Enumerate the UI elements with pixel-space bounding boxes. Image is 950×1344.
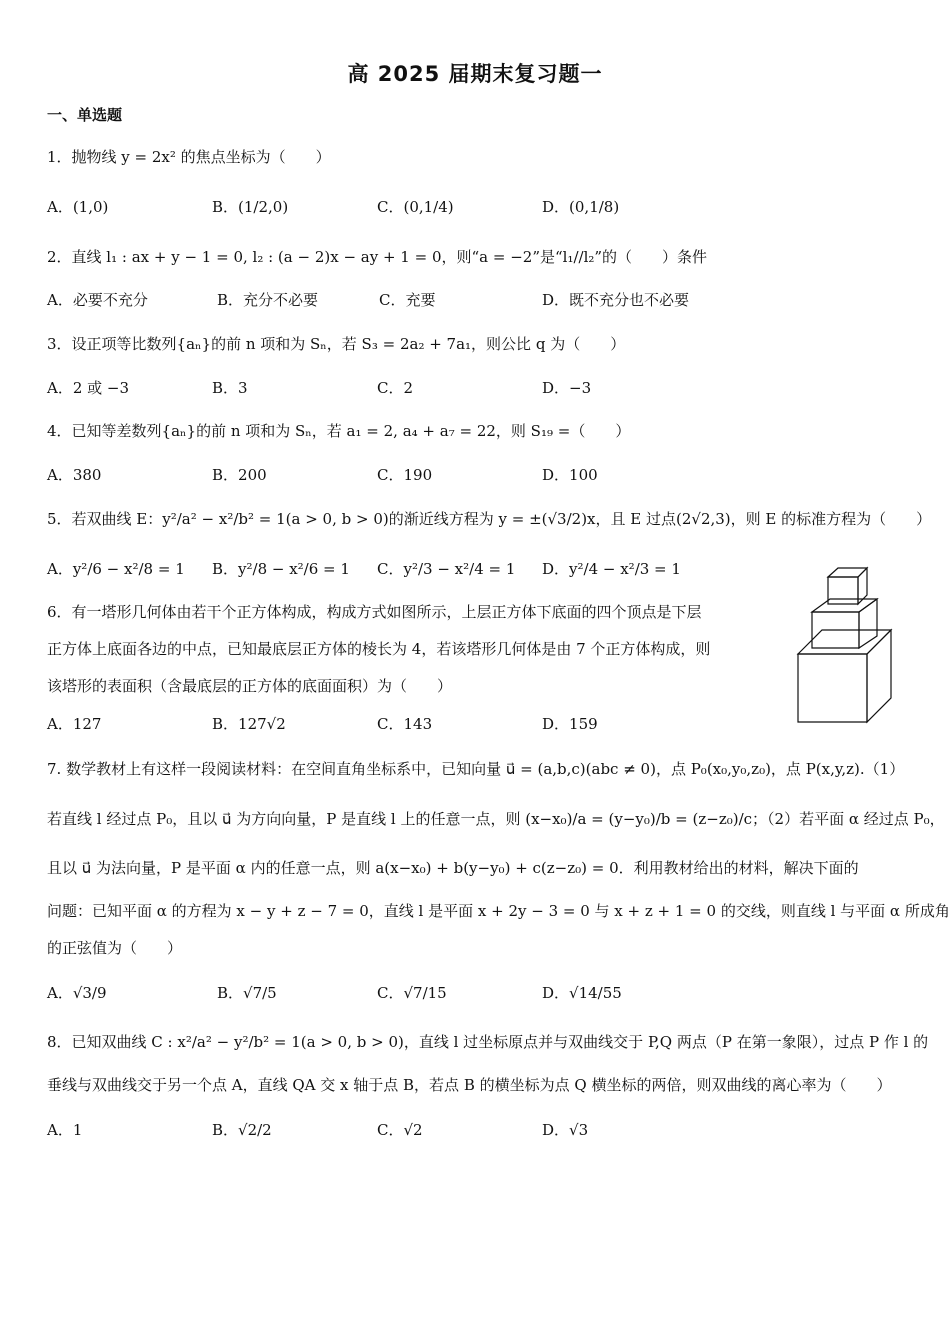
option-b: B．127√2 [212, 715, 286, 733]
question-1-options [47, 196, 927, 236]
option-d: D．√14/55 [542, 984, 622, 1002]
option-d: D．100 [542, 466, 598, 484]
page-title: 高 2025 届期末复习题一 [347, 62, 603, 86]
option-c: C．190 [377, 466, 433, 484]
option-b: B．充分不必要 [217, 291, 319, 309]
option-c: C．2 [377, 379, 414, 397]
question-5-stem: 5．若双曲线 E：y²/a² − x²/b² = 1(a > 0, b > 0)的渐近线方程为 y = ±(√3/2)x，且 E 过点(2√2,3)，则 E 的标准方程为（ ） [47, 510, 932, 528]
question-3-options [47, 377, 927, 417]
option-a: A．必要不充分 [47, 291, 148, 309]
option-c: C．充要 [379, 291, 436, 309]
option-c: C．√2 [377, 1121, 423, 1139]
question-4-options [47, 464, 927, 504]
option-d: D．−3 [542, 379, 592, 397]
option-d: D．(0,1/8) [542, 198, 620, 216]
top-cube-top [828, 568, 867, 577]
option-d: D．既不充分也不必要 [542, 291, 690, 309]
option-b: B．y²/8 − x²/6 = 1 [212, 560, 350, 578]
option-a: A．2 或 −3 [47, 379, 130, 397]
question-7-stem-line-2: 若直线 l 经过点 P₀，且以 u⃗ 为方向向量，P 是直线 l 上的任意一点，则 (x−x₀)/a = (y−y₀)/b = (z−z₀)/c；（2）若平面 α 经过点 P₀， [47, 810, 945, 828]
option-b: B．√2/2 [212, 1121, 272, 1139]
question-8-options [47, 1119, 927, 1159]
option-c: C．(0,1/4) [377, 198, 454, 216]
option-c: C．143 [377, 715, 433, 733]
section-heading: 一、单选题 [47, 106, 123, 124]
option-d: D．y²/4 − x²/3 = 1 [542, 560, 681, 578]
option-b: B．√7/5 [217, 984, 277, 1002]
option-a: A．y²/6 − x²/8 = 1 [47, 560, 185, 578]
question-7-stem-line-1: 7. 数学教材上有这样一段阅读材料：在空间直角坐标系中，已知向量 u⃗ = (a,b,c)(abc ≠ 0)，点 P₀(x₀,y₀,z₀)，点 P(x,y,z).（1） [47, 760, 905, 778]
question-7-stem-line-4: 问题：已知平面 α 的方程为 x − y + z − 7 = 0，直线 l 是平面 x + 2y − 3 = 0 与 x + z + 1 = 0 的交线，则直线 l 与平面 α 所成角 [47, 902, 950, 920]
option-c: C．√7/15 [377, 984, 447, 1002]
option-c: C．y²/3 − x²/4 = 1 [377, 560, 516, 578]
option-d: D．√3 [542, 1121, 589, 1139]
bottom-cube-side [867, 630, 891, 722]
question-3-stem: 3．设正项等比数列{aₙ}的前 n 项和为 Sₙ，若 S₃ = 2a₂ + 7a₁，则公比 q 为（ ） [47, 335, 626, 353]
question-2-options [47, 289, 927, 329]
option-a: A．√3/9 [47, 984, 107, 1002]
question-7-stem-line-3: 且以 u⃗ 为法向量，P 是平面 α 内的任意一点，则 a(x−x₀) + b(y−y₀) + c(z−z₀) = 0．利用教材给出的材料，解决下面的 [47, 859, 859, 877]
option-a: A．380 [47, 466, 102, 484]
tower-cubes-figure [792, 564, 902, 726]
question-7-stem-line-5: 的正弦值为（ ） [47, 939, 183, 957]
option-d: D．159 [542, 715, 598, 733]
question-6-stem-line-1: 6．有一塔形几何体由若干个正方体构成，构成方式如图所示，上层正方体下底面的四个顶点是下层 [47, 603, 702, 621]
bottom-cube-front [798, 654, 867, 722]
top-cube-front [828, 577, 858, 604]
question-8-stem-line-2: 垂线与双曲线交于另一个点 A，直线 QA 交 x 轴于点 B，若点 B 的横坐标为点 Q 横坐标的两倍，则双曲线的离心率为（ ） [47, 1076, 892, 1094]
question-8-stem-line-1: 8．已知双曲线 C : x²/a² − y²/b² = 1(a > 0, b > 0)，直线 l 过坐标原点并与双曲线交于 P,Q 两点（P 在第一象限），过点 P 作 l 的 [47, 1033, 929, 1051]
question-6-stem-line-3: 该塔形的表面积（含最底层的正方体的底面面积）为（ ） [47, 677, 453, 695]
option-a: A．(1,0) [47, 198, 109, 216]
option-a: A．127 [47, 715, 102, 733]
question-6-stem-line-2: 正方体上底面各边的中点，已知最底层正方体的棱长为 4，若该塔形几何体是由 7 个正方体构成，则 [47, 640, 711, 658]
option-a: A．1 [47, 1121, 83, 1139]
option-b: B．3 [212, 379, 248, 397]
question-7-options [47, 982, 927, 1022]
option-b: B．(1/2,0) [212, 198, 289, 216]
middle-cube-side [859, 599, 877, 648]
question-1-stem: 1．抛物线 y = 2x² 的焦点坐标为（ ） [47, 148, 331, 166]
option-b: B．200 [212, 466, 267, 484]
question-2-stem: 2．直线 l₁ : ax + y − 1 = 0, l₂ : (a − 2)x − ay + 1 = 0，则“a = −2”是“l₁//l₂”的（ ）条件 [47, 248, 708, 266]
question-4-stem: 4．已知等差数列{aₙ}的前 n 项和为 Sₙ，若 a₁ = 2, a₄ + a₇ = 22，则 S₁₉ =（ ） [47, 422, 631, 440]
